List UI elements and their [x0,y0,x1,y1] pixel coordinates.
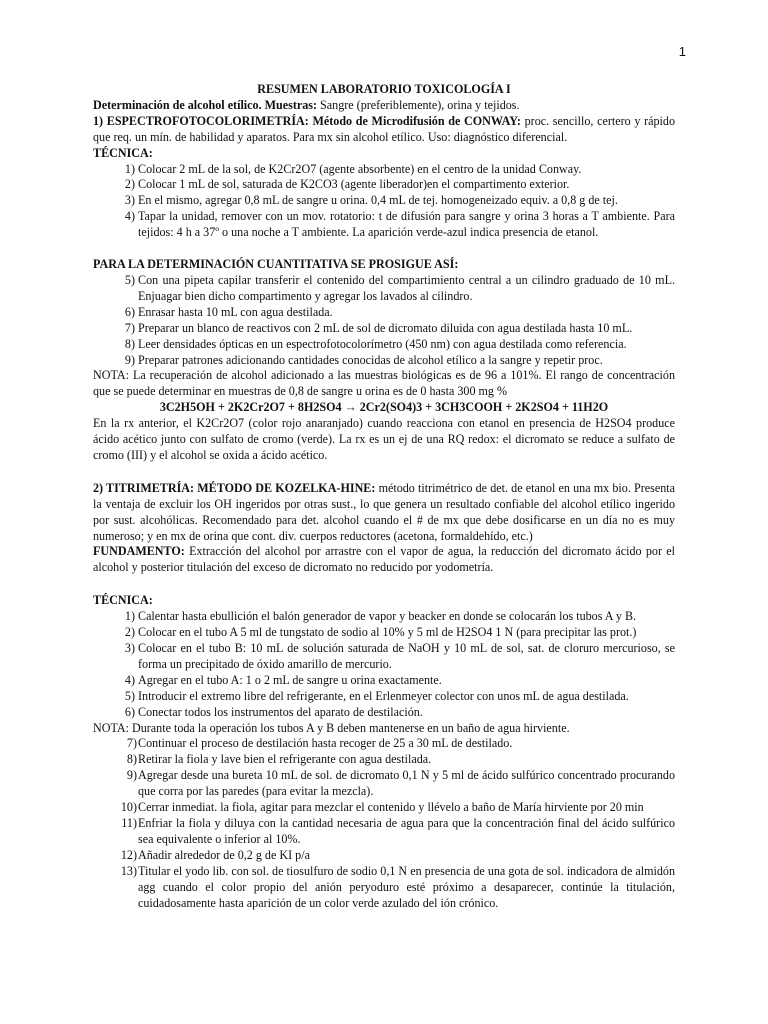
step-number: 11) [121,815,137,830]
intro-label: Determinación de alcohol etílico. Muestras: [93,97,318,112]
list-item [93,705,675,721]
list-item [93,177,675,193]
step-text: Agregar en el tubo A: 1 o 2 mL de sangre u orina exactamente. [138,672,442,687]
list-item [93,193,675,209]
section2-steps-continued [93,736,675,911]
chemical-equation: 3C2H5OH + 2K2Cr2O7 + 8H2SO4 → 2Cr2(SO4)3 + 3CH3COOH + 2K2SO4 + 11H2O [159,400,609,415]
document-title: RESUMEN LABORATORIO TOXICOLOGÍA I [257,82,511,96]
document-body [93,82,675,911]
list-item [93,800,675,816]
step-text: Leer densidades ópticas en un espectrofotocolorímetro (450 nm) con agua destilada como referencia. [138,336,627,351]
section1-steps [93,162,675,242]
step-number: 8) [126,752,137,767]
cuant-heading: PARA LA DETERMINACIÓN CUANTITATIVA SE PROSIGUE ASÍ: [93,257,459,272]
step-text: Retirar la fiola y lave bien el refrigerante con agua destilada. [138,752,432,767]
section2-nota: NOTA: Durante toda la operación los tubos A y B deben mantenerse en un baño de agua hirviente. [93,720,570,735]
list-item [93,864,675,912]
step-number: 6) [124,704,135,719]
section2-tecnica-label: TÉCNICA: [93,593,153,608]
step-number: 2) [124,625,135,640]
step-number: 12) [120,847,137,862]
section1-nota: NOTA: La recuperación de alcohol adicionado a las muestras biológicas es de 96 a 101%. El rango de concentración que se puede determinar en muestras de 0,8 de sangre u orina es de 0 hasta 300 mg % [93,368,675,399]
page-number: 1 [678,44,686,59]
fundamento-paragraph [93,544,675,576]
intro-text: Sangre (preferiblemente), orina y tejidos. [317,97,520,112]
step-text: Titular el yodo lib. con sol. de tiosulfuro de sodio 0,1 N en presencia de una gota de sol. indicadora de almidón agg cuando el color propio del anión peryoduro esté próximo a desaparecer, continúe la titulación, cuidadosamente hasta aparición de un color verde azulado del ión crónico. [138,863,675,910]
list-item [93,321,675,337]
step-text: Preparar patrones adicionando cantidades conocidas de alcohol etílico a la sangre y repetir proc. [138,352,603,367]
list-item [93,305,675,321]
list-item [93,673,675,689]
list-item [93,273,675,305]
step-text: Colocar en el tubo B: 10 mL de solución saturada de NaOH y 10 mL de sol, sat. de cloruro mercurioso, se forma un precipitado de óxido amarillo de mercurio. [138,641,675,671]
section2-heading: 2) TITRIMETRÍA: MÉTODO DE KOZELKA-HINE: [93,480,376,495]
list-item [93,848,675,864]
section2-intro [93,481,675,545]
step-number: 1) [124,161,135,176]
section1-text: proc. sencillo, certero y rápido que req. un mín. de habilidad y aparatos. Para mx sin alcohol etílico. Uso: diagnóstico diferencial. [93,113,675,144]
step-number: 8) [124,336,135,351]
step-text: Introducir el extremo libre del refrigerante, en el Erlenmeyer colector con unos mL de agua destilada. [138,688,629,703]
section1-tecnica-label: TÉCNICA: [93,145,153,160]
list-item [93,609,675,625]
step-number: 7) [124,320,135,335]
step-number: 5) [124,272,135,287]
step-text: Colocar en el tubo A 5 ml de tungstato de sodio al 10% y 5 ml de H2SO4 1 N (para precipitar las prot.) [138,625,637,640]
step-number: 13) [120,863,137,878]
step-number: 7) [126,736,137,751]
list-item [93,752,675,768]
step-number: 3) [124,193,135,208]
step-text: En el mismo, agregar 0,8 mL de sangre u orina. 0,4 mL de tej. homogeneizado equiv. a 0,8 g de tej. [138,193,618,208]
spacer [93,576,675,593]
list-item [93,689,675,705]
step-number: 3) [124,641,135,655]
intro-paragraph [93,98,675,114]
step-number: 5) [124,688,135,703]
step-number: 1) [124,609,135,624]
step-text: Colocar 1 mL de sol, saturada de K2CO3 (agente liberador)en el compartimento exterior. [138,177,570,192]
list-item [93,162,675,178]
step-number: 9) [126,768,137,783]
step-text: Agregar desde una bureta 10 mL de sol. de dicromato 0,1 N y 5 ml de ácido sulfúrico concentrado procurando que corra por las paredes (para evitar la mezcla). [138,768,675,799]
step-text: Colocar 2 mL de la sol, de K2Cr2O7 (agente absorbente) en el centro de la unidad Conway. [138,161,582,176]
step-text: Enfriar la fiola y diluya con la cantidad necesaria de agua para que la concentración final del ácido sulfúrico sea equivalente o inferior al 10%. [138,815,675,846]
list-item [93,736,675,752]
step-text: Conectar todos los instrumentos del aparato de destilación. [138,704,423,719]
step-number: 9) [124,352,135,367]
list-item [93,337,675,353]
list-item [93,625,675,641]
step-text: Tapar la unidad, remover con un mov. rotatorio: t de difusión para sangre y orina 3 horas a T ambiente. Para tejidos: 4 h a 37º o una noche a T ambiente. La aparición verde-azul indica presencia de etanol. [138,209,675,240]
step-text: Enrasar hasta 10 mL con agua destilada. [138,304,333,319]
section2-text: método titrimétrico de det. de etanol en una mx bio. Presenta la ventaja de excluir los OH ingeridos por otras sust., lo que genera un resultado confiable del alcohol etílico ingerido por sust. alcohólicas. Recomendado para det. alcohol cuando el # de mx que debe dosificarse en un día no es muy numeroso; y en mx de orina que cont. div. cuerpos reductores (acetona, formaldehído, etc.) [93,480,675,543]
step-number: 4) [124,209,135,224]
step-text: Calentar hasta ebullición el balón generador de vapor y beacker en donde se colocarán los tubos A y B. [138,609,637,624]
section1-explanation: En la rx anterior, el K2Cr2O7 (color rojo anaranjado) cuando reacciona con etanol en presencia de H2SO4 produce ácido acético junto con sulfato de cromo (verde). La rx es un ej de una RQ redox: el dicromato se reduce a sulfato de cromo (III) y el alcohol se oxida a ácido acético. [93,416,675,462]
step-number: 6) [124,304,135,319]
list-item [93,768,675,800]
step-text: Añadir alrededor de 0,2 g de KI p/a [138,847,310,862]
list-item [93,816,675,848]
cuant-steps [93,273,675,368]
step-text: Cerrar inmediat. la fiola, agitar para mezclar el contenido y llévelo a baño de María hirviente por 20 min [138,800,644,815]
step-number: 2) [124,177,135,192]
fundamento-label: FUNDAMENTO: [93,544,185,559]
section1-heading: 1) ESPECTROFOTOCOLORIMETRÍA: Método de Microdifusión de CONWAY: [93,113,521,128]
fundamento-text: Extracción del alcohol por arrastre con el vapor de agua, la reducción del dicromato ácido por el alcohol y posterior titulación del exceso de dicromato no reducido por yodometría. [93,544,675,575]
list-item [93,641,675,673]
step-text: Continuar el proceso de destilación hasta recoger de 25 a 30 mL de destilado. [138,736,513,751]
step-text: Con una pipeta capilar transferir el contenido del compartimiento central a un cilindro graduado de 10 mL. Enjuagar bien dicho compartimento y agregar los lavados al cilindro. [138,272,675,303]
list-item [93,209,675,241]
spacer [93,241,675,257]
step-number: 10) [120,800,137,815]
list-item [93,353,675,369]
spacer [93,464,675,481]
step-number: 4) [124,672,135,687]
section1-intro [93,114,675,146]
step-text: Preparar un blanco de reactivos con 2 mL de sol de dicromato diluida con agua destilada hasta 10 mL. [138,320,633,335]
section2-steps [93,609,675,720]
